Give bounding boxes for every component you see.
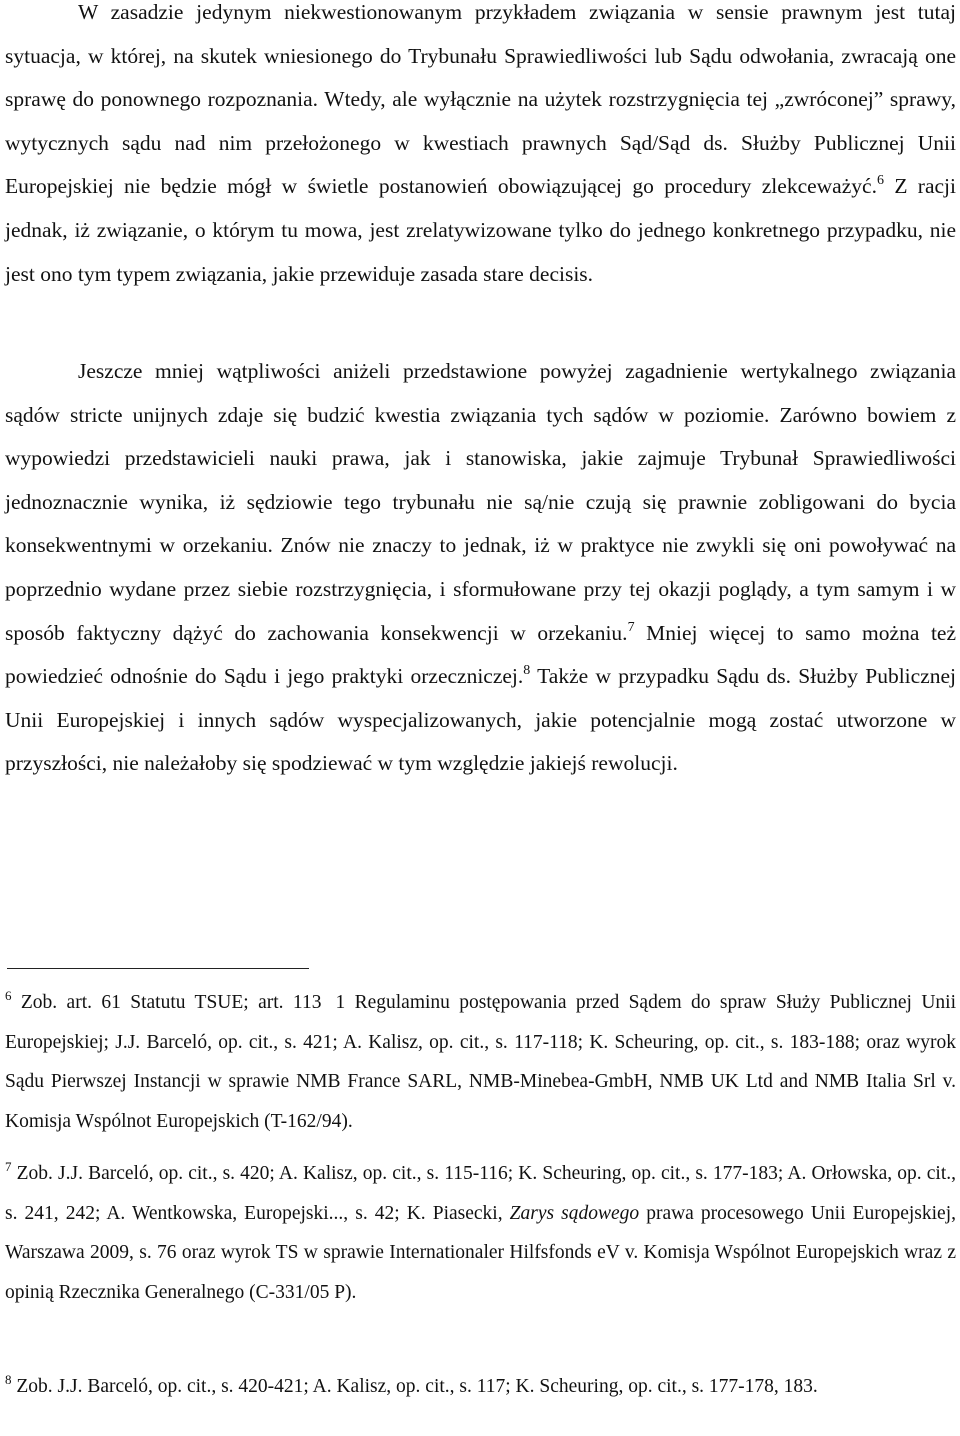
paragraph-text: Z racji jednak, iż związanie, o którym tu mowa, jest zrelatywizowane tylko do jednego konkretnego przypadku, nie jest ono tym typem związania, jakie przewiduje zasada stare decisis. xyxy=(5,174,957,286)
footnote-text: prawa procesowego Unii Europejskiej, Warszawa 2009, s. 76 oraz wyrok TS w sprawie Internationaler Hilfsfonds eV v. Komisja Wspólnot Europejskich wraz z opinią Rzecznika Generalnego (C-331/05 P). xyxy=(5,1202,956,1304)
footnote-text: Zob. J.J. Barceló, op. cit., s. 420-421; A. Kalisz, op. cit., s. 117; K. Scheuring, op. cit., s. 177-178, 183. xyxy=(16,1376,818,1397)
footnote-8 xyxy=(5,1367,956,1407)
body-paragraph-2 xyxy=(5,350,956,786)
paragraph-text: Jeszcze mniej wątpliwości aniżeli przedstawione powyżej zagadnienie wertykalnego związania sądów stricte unijnych zdaje się budzić kwestia związania tych sądów w poziomie. Zarówno bowiem z wypowiedzi przedstawicieli nauki prawa, jak i stanowiska, jakie zajmuje Trybunał Sprawiedliwości jednoznacznie wynika, iż sędziowie tego trybunału nie są/nie czują się prawnie zobligowani do bycia konsekwentnymi w orzekaniu. Znów nie znaczy to jednak, iż w praktyce nie zwykli się oni powoływać na poprzednio wydane przez siebie rozstrzygnięcia, i sformułowane przy tej okazji poglądy, a tym samym i w sposób faktyczny dążyć do zachowania konsekwencji w orzekaniu. xyxy=(5,359,956,645)
footnote-ref-8[interactable]: 8 xyxy=(523,663,531,679)
body-paragraph-1 xyxy=(5,0,956,296)
paragraph-text: Także w przypadku Sądu ds. Służby Publicznej Unii Europejskiej i innych sądów wyspecjalizowanych, jakie potencjalnie mogą zostać utworzone w przyszłości, nie należałoby się spodziewać w tym względzie jakiejś rewolucji. xyxy=(5,664,956,776)
book-title: Zarys sądowego xyxy=(509,1202,640,1224)
paragraph-text: Mniej więcej to samo można też powiedzieć odnośnie do Sądu i jego praktyki orzeczniczej. xyxy=(5,620,956,689)
footnote-ref-6[interactable]: 6 xyxy=(876,173,884,189)
footnote-text: Zob. J.J. Barceló, op. cit., s. 420; A. Kalisz, op. cit., s. 115-116; K. Scheuring, op. cit., s. 177-183; A. Orłowska, op. cit., s. 241, 242; A. Wentkowska, Europejski..., s. 42; K. Piasecki, xyxy=(5,1163,956,1224)
footnote-text: 1 Regulaminu postępowania przed Sądem do spraw Służy Publicznej Unii Europejskiej; J.J. Barceló, op. cit., s. 421; A. Kalisz, op. cit., s. 117-118; K. Scheuring, op. cit., s. 183-188; oraz wyrok Sądu Pierwszej Instancji w sprawie NMB France SARL, NMB-Minebea-GmbH, NMB UK Ltd and NMB Italia Srl v. Komisja Wspólnot Europejskich (T-162/94). xyxy=(5,992,957,1133)
footnote-number: 6 xyxy=(5,988,12,1003)
footnote-text: Zob. art. 61 Statutu TSUE; art. 113 xyxy=(20,992,322,1013)
footnote-6 xyxy=(5,983,956,1142)
footnote-separator xyxy=(7,968,309,969)
footnote-number: 8 xyxy=(5,1372,12,1387)
footnote-ref-7[interactable]: 7 xyxy=(627,619,635,635)
paragraph-text: W zasadzie jedynym niekwestionowanym przykładem związania w sensie prawnym jest tutaj sytuacja, w której, na skutek wniesionego do Trybunału Sprawiedliwości lub Sądu odwołania, zwracają one sprawę do ponownego rozpoznania. Wtedy, ale wyłącznie na użytek rozstrzygnięcia tej „zwróconej” sprawy, wytycznych sądu nad nim przełożonego w kwestiach prawnych Sąd/Sąd ds. Służby Publicznej Unii Europejskiej nie będzie mógł w świetle postanowień obowiązującej go procedury zlekceważyć. xyxy=(5,0,956,199)
footnote-number: 7 xyxy=(5,1159,12,1174)
footnote-7 xyxy=(5,1154,956,1313)
